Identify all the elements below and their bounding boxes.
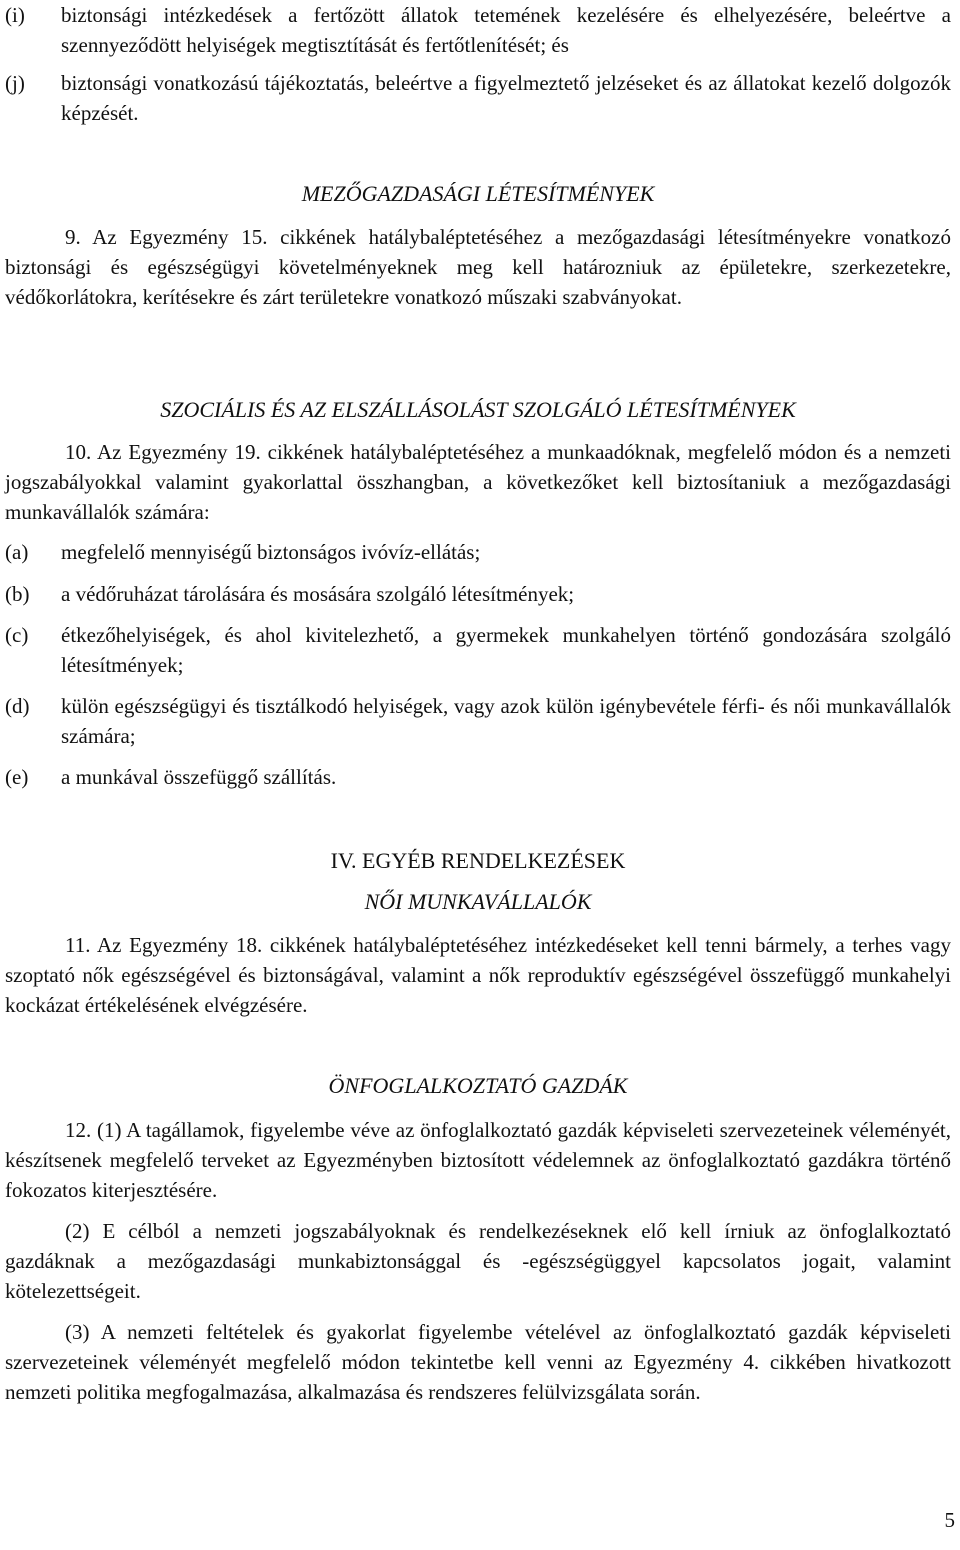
item-j [5,68,951,128]
paragraph-12-3: (3) A nemzeti feltételek és gyakorlat figyelembe vételével az önfoglalkoztató gazdák képviseleti szervezeteinek véleményét megfelelő módon tekintetbe kell venni az Egyezmény 4. cikkében hivatkozott nemzeti politika megfogalmazása, alkalmazása és rendszeres felülvizsgálata során. [5,1320,951,1404]
item-label: (a) [5,540,29,564]
item-a [5,537,951,567]
paragraph-12-1: 12. (1) A tagállamok, figyelembe véve az önfoglalkoztató gazdák képviseleti szervezeteinek véleményét, készítsenek megfelelő terveket az Egyezményben biztosított védelemnek az önfoglalkoztató gazdákra történő fokozatos kiterjesztésére. [5,1118,951,1202]
item-label: (e) [5,765,29,789]
paragraph-11: 11. Az Egyezmény 18. cikkének hatálybaléptetéséhez intézkedéseket kell tenni bármely, a terhes vagy szoptató nők egészségével és biztonságával, valamint a nők reproduktív egészségével összefüggő munkahelyi kockázat értékelésének elvégzésére. [5,933,951,1017]
heading-self-employed-farmers: ÖNFOGLALKOZTATÓ GAZDÁK [328,1073,628,1098]
item-text: a munkával összefüggő szállítás. [61,765,337,789]
item-b [5,579,951,609]
item-text: biztonsági intézkedések a fertőzött állatok tetemének kezelésére és elhelyezésére, beleértve a szennyeződött helyiségek megtisztítását és fertőtlenítését; és [61,3,951,57]
item-text: a védőruházat tárolására és mosására szolgáló létesítmények; [61,582,575,606]
item-c [5,620,951,680]
item-d [5,691,951,751]
item-label: (i) [5,3,25,27]
heading-agricultural-facilities: MEZŐGAZDASÁGI LÉTESÍTMÉNYEK [301,181,655,206]
page-number: 5 [944,1508,955,1532]
item-text: megfelelő mennyiségű biztonságos ivóvíz-ellátás; [61,540,481,564]
item-label: (d) [5,694,30,718]
item-label: (b) [5,582,30,606]
item-text: étkezőhelyiségek, és ahol kivitelezhető, a gyermekek munkahelyen történő gondozására szolgáló létesítmények; [61,623,951,677]
item-label: (c) [5,623,29,647]
heading-other-provisions: IV. EGYÉB RENDELKEZÉSEK [330,848,626,873]
item-e [5,762,951,792]
paragraph-10: 10. Az Egyezmény 19. cikkének hatálybaléptetéséhez a munkaadóknak, megfelelő módon és a nemzeti jogszabályokkal valamint gyakorlattal összhangban, a következőket kell biztosítaniuk a mezőgazdasági munkavállalók számára: [5,440,951,524]
paragraph-9: 9. Az Egyezmény 15. cikkének hatálybaléptetéséhez a mezőgazdasági létesítményekre vonatkozó biztonsági és egészségügyi követelményeknek meg kell határozniuk az épületekre, szerkezetekre, védőkorlátokra, kerítésekre és zárt területekre vonatkozó műszaki szabványokat. [5,225,951,309]
item-label: (j) [5,71,25,95]
paragraph-12-2: (2) E célból a nemzeti jogszabályoknak és rendelkezéseknek elő kell írniuk az önfoglalkoztató gazdáknak a mezőgazdasági munkabiztonsággal és -egészségüggyel kapcsolatos jogait, valamint kötelezettségeit. [5,1219,951,1303]
item-text: biztonsági vonatkozású tájékoztatás, beleértve a figyelmeztető jelzéseket és az állatokat kezelő dolgozók képzését. [61,71,951,125]
item-i [5,0,951,60]
heading-social-facilities: SZOCIÁLIS ÉS AZ ELSZÁLLÁSOLÁST SZOLGÁLÓ LÉTESÍTMÉNYEK [160,397,796,422]
subheading-female-workers: NŐI MUNKAVÁLLALÓK [364,889,592,914]
item-text: külön egészségügyi és tisztálkodó helyiségek, vagy azok külön igénybevétele férfi- és női munkavállalók számára; [61,694,951,748]
